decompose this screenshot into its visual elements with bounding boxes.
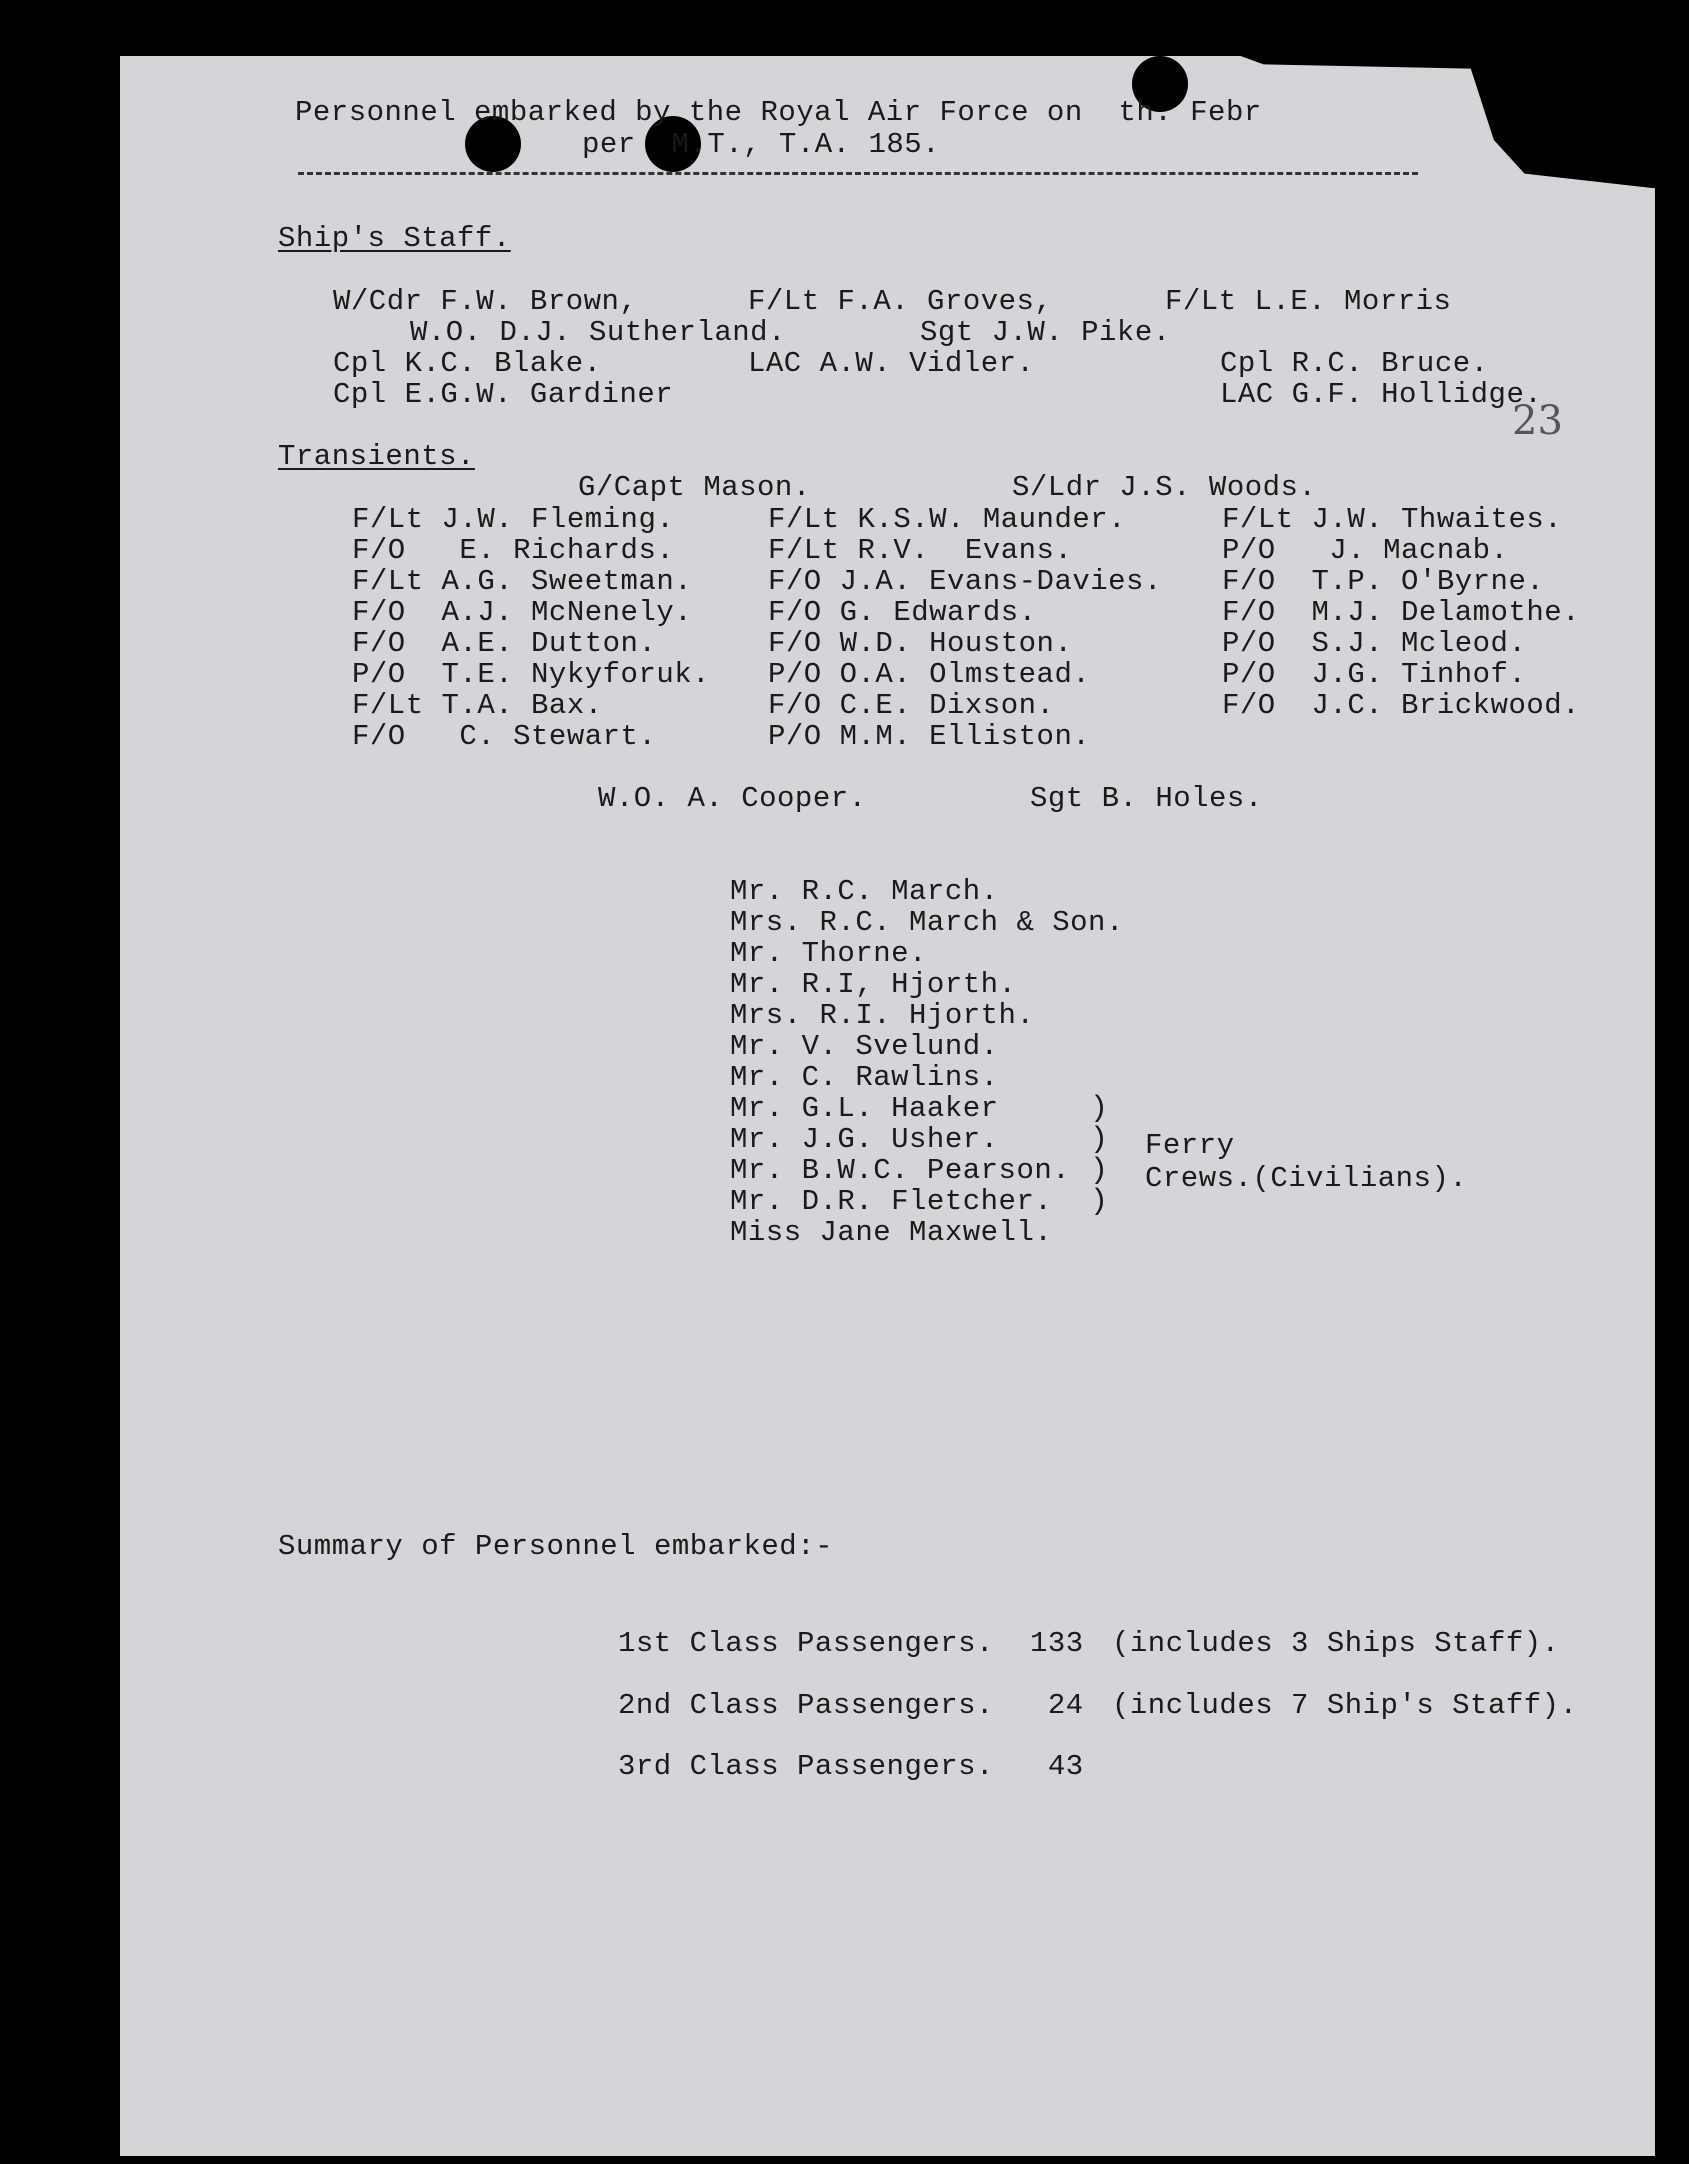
civilian-entry: Mrs. R.I. Hjorth. (730, 999, 1035, 1032)
transient-entry: F/O J.C. Brickwood. (1222, 689, 1581, 722)
civilian-entry: Mr. R.I, Hjorth. (730, 968, 1017, 1001)
transient-entry: F/Lt A.G. Sweetman. (352, 565, 693, 598)
transient-entry: F/O W.D. Houston. (768, 627, 1073, 660)
bracket-mark: ) (1090, 1185, 1109, 1219)
staff-entry: F/Lt L.E. Morris (1165, 285, 1452, 318)
staff-entry: Sgt J.W. Pike. (920, 316, 1171, 349)
transient-entry: F/O A.E. Dutton. (352, 627, 657, 660)
staff-entry: LAC A.W. Vidler. (748, 347, 1035, 380)
staff-entry: Cpl K.C. Blake. (333, 347, 602, 380)
staff-entry: W.O. D.J. Sutherland. (410, 316, 786, 349)
summary-count: 43 (1030, 1750, 1084, 1783)
ferry-crews-label: Crews.(Civilians). (1145, 1162, 1468, 1195)
summary-heading: Summary of Personnel embarked:- (278, 1530, 833, 1563)
civilian-entry: Mr. B.W.C. Pearson. (730, 1154, 1071, 1187)
ships-staff-heading: Ship's Staff. (278, 222, 511, 255)
civilian-entry: Mr. J.G. Usher. (730, 1123, 999, 1156)
summary-count: 133 (1030, 1627, 1084, 1660)
transient-entry: P/O T.E. Nykyforuk. (352, 658, 711, 691)
transient-entry: F/Lt T.A. Bax. (352, 689, 603, 722)
civilian-entry: Mr. D.R. Fletcher. (730, 1185, 1053, 1218)
summary-label: 2nd Class Passengers. (618, 1689, 994, 1722)
transient-entry: F/O T.P. O'Byrne. (1222, 565, 1545, 598)
summary-label: 3rd Class Passengers. (618, 1750, 994, 1783)
staff-entry: F/Lt F.A. Groves, (748, 285, 1053, 318)
transient-other: W.O. A. Cooper. (598, 782, 867, 815)
transient-entry: F/Lt J.W. Fleming. (352, 503, 675, 536)
transient-entry: F/O J.A. Evans-Davies. (768, 565, 1162, 598)
bracket-mark: ) (1090, 1154, 1109, 1188)
transient-other: Sgt B. Holes. (1030, 782, 1263, 815)
transient-entry: P/O O.A. Olmstead. (768, 658, 1091, 691)
transient-entry: F/Lt K.S.W. Maunder. (768, 503, 1127, 536)
civilian-entry: Mr. Thorne. (730, 937, 927, 970)
transient-entry: F/O E. Richards. (352, 534, 675, 567)
transient-senior: S/Ldr J.S. Woods. (1012, 471, 1317, 504)
transient-entry: F/Lt R.V. Evans. (768, 534, 1073, 567)
page-number: 23 (1512, 398, 1563, 444)
transient-entry: P/O S.J. Mcleod. (1222, 627, 1527, 660)
transient-entry: F/O C.E. Dixson. (768, 689, 1055, 722)
bracket-mark: ) (1090, 1092, 1109, 1126)
ferry-crews-label: Ferry (1145, 1129, 1235, 1162)
summary-note: (includes 7 Ship's Staff). (1112, 1689, 1578, 1722)
civilian-entry: Mrs. R.C. March & Son. (730, 906, 1124, 939)
staff-entry: W/Cdr F.W. Brown, (333, 285, 638, 318)
transient-entry: P/O J.G. Tinhof. (1222, 658, 1527, 691)
transient-senior: G/Capt Mason. (578, 471, 811, 504)
bracket-mark: ) (1090, 1123, 1109, 1157)
transient-entry: F/O G. Edwards. (768, 596, 1037, 629)
civilian-entry: Mr. G.L. Haaker (730, 1092, 999, 1125)
civilian-entry: Miss Jane Maxwell. (730, 1216, 1053, 1249)
transients-heading: Transients. (278, 440, 475, 473)
transient-entry: F/Lt J.W. Thwaites. (1222, 503, 1563, 536)
staff-entry: Cpl E.G.W. Gardiner (333, 378, 674, 411)
civilian-entry: Mr. V. Svelund. (730, 1030, 999, 1063)
staff-entry: LAC G.F. Hollidge. (1220, 378, 1543, 411)
civilian-entry: Mr. C. Rawlins. (730, 1061, 999, 1094)
summary-count: 24 (1030, 1689, 1084, 1722)
header-divider (298, 172, 1418, 175)
document-subtitle: per M.T., T.A. 185. (582, 128, 941, 161)
civilian-entry: Mr. R.C. March. (730, 875, 999, 908)
summary-label: 1st Class Passengers. (618, 1627, 994, 1660)
transient-entry: F/O A.J. McNenely. (352, 596, 693, 629)
transient-entry: P/O M.M. Elliston. (768, 720, 1091, 753)
document-title: Personnel embarked by the Royal Air Force on th. Febr (295, 96, 1262, 129)
staff-entry: Cpl R.C. Bruce. (1220, 347, 1489, 380)
transient-entry: P/O J. Macnab. (1222, 534, 1509, 567)
transient-entry: F/O C. Stewart. (352, 720, 657, 753)
transient-entry: F/O M.J. Delamothe. (1222, 596, 1581, 629)
summary-note: (includes 3 Ships Staff). (1112, 1627, 1560, 1660)
